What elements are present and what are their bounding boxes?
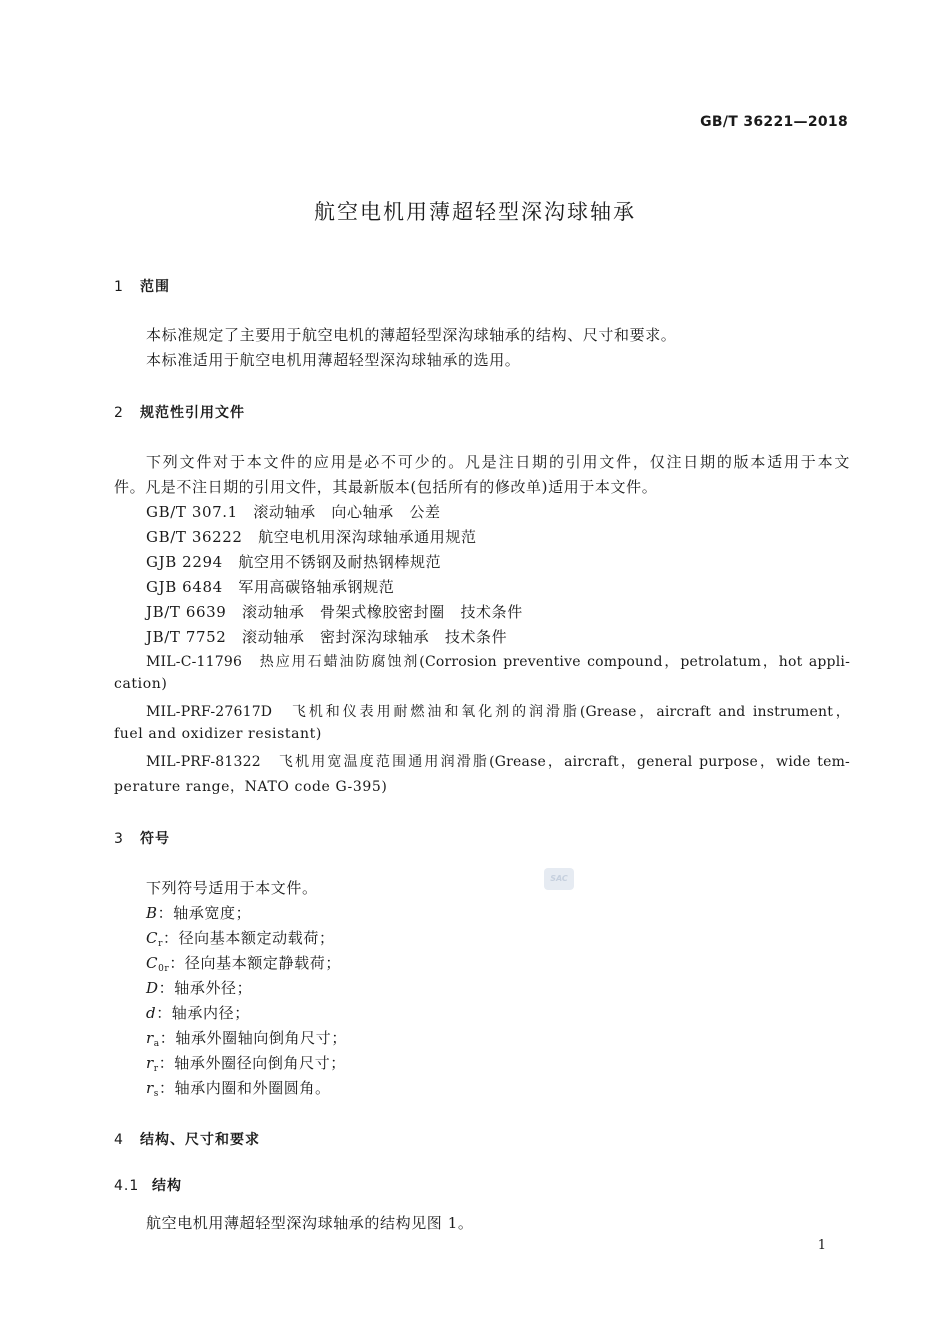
reference-item: JB/T 6639 滚动轴承 骨架式橡胶密封圈 技术条件	[146, 603, 523, 621]
symbol-description: ：径向基本额定动载荷；	[162, 929, 335, 947]
section-1-heading	[114, 276, 170, 296]
symbol-item	[146, 902, 251, 923]
reference-item: MIL-PRF-27617D 飞机和仪表用耐燃油和氧化剂的润滑脂(Grease，aircraft and instrument，	[146, 704, 850, 720]
symbol: C	[146, 929, 159, 947]
symbol: r	[146, 1079, 154, 1097]
section-title: 符号	[140, 831, 170, 847]
symbol-subscript: s	[153, 1089, 159, 1099]
section-number: 3	[114, 831, 124, 847]
symbol-item	[146, 1027, 347, 1049]
symbol-description: ：轴承内径；	[156, 1004, 250, 1022]
sac-watermark-logo: SAC	[544, 868, 574, 890]
symbol-item	[146, 952, 341, 974]
subsection-title: 结构	[152, 1178, 182, 1194]
paragraph: 航空电机用薄超轻型深沟球轴承的结构见图 1。	[146, 1214, 474, 1232]
section-number: 4	[114, 1132, 124, 1148]
reference-item: MIL-C-11796 热应用石蜡油防腐蚀剂(Corrosion preventive compound，petrolatum，hot appli-	[146, 654, 850, 670]
symbol-description: ：径向基本额定静载荷；	[169, 954, 341, 972]
symbol-item	[146, 1077, 331, 1099]
reference-item: JB/T 7752 滚动轴承 密封深沟球轴承 技术条件	[146, 628, 508, 646]
section-title: 范围	[140, 279, 170, 295]
symbol: D	[146, 979, 159, 997]
section-title: 结构、尺寸和要求	[140, 1132, 260, 1148]
symbol-description: ：轴承宽度；	[157, 904, 252, 922]
symbol-item	[146, 1002, 250, 1023]
section-number: 2	[114, 405, 124, 421]
document-code: GB/T 36221—2018	[700, 114, 848, 130]
symbol: r	[146, 1054, 154, 1072]
paragraph-line: 下列文件对于本文件的应用是必不可少的。凡是注日期的引用文件，仅注日期的版本适用于本文	[146, 453, 850, 471]
reference-item: GJB 2294 航空用不锈钢及耐热钢棒规范	[146, 553, 442, 571]
symbol-item	[146, 1052, 346, 1074]
reference-item: MIL-PRF-81322 飞机用宽温度范围通用润滑脂(Grease，aircraft，general purpose，wide tem-	[146, 754, 850, 770]
section-2-heading	[114, 402, 245, 422]
reference-item-continued: fuel and oxidizer resistant)	[114, 726, 322, 742]
symbol: C	[146, 954, 159, 972]
paragraph-line: 件。凡是不注日期的引用文件，其最新版本(包括所有的修改单)适用于本文件。	[114, 478, 658, 496]
paragraph: 本标准适用于航空电机用薄超轻型深沟球轴承的选用。	[146, 351, 521, 369]
page-number: 1	[817, 1238, 826, 1253]
symbol-subscript: 0r	[158, 964, 170, 974]
reference-item: GJB 6484 军用高碳铬轴承钢规范	[146, 578, 395, 596]
symbol-item	[146, 927, 335, 949]
symbol: d	[146, 1004, 157, 1022]
reference-item: GB/T 307.1 滚动轴承 向心轴承 公差	[146, 503, 441, 521]
symbol-subscript: r	[153, 1064, 159, 1074]
section-number: 1	[114, 279, 124, 295]
section-4-heading	[114, 1129, 260, 1149]
paragraph: 本标准规定了主要用于航空电机的薄超轻型深沟球轴承的结构、尺寸和要求。	[146, 326, 677, 344]
symbol: r	[146, 1029, 154, 1047]
symbol-description: ：轴承内圈和外圈圆角。	[159, 1079, 331, 1097]
symbol-description: ：轴承外圈轴向倒角尺寸；	[159, 1029, 347, 1047]
symbol-subscript: r	[158, 939, 163, 949]
paragraph: 下列符号适用于本文件。	[146, 879, 318, 897]
reference-item-continued: cation)	[114, 676, 168, 692]
subsection-number: 4.1	[114, 1178, 140, 1194]
reference-item-continued: perature range，NATO code G-395)	[114, 779, 388, 795]
symbol-description: ：轴承外径；	[158, 979, 253, 997]
symbol-item	[146, 977, 252, 998]
reference-item: GB/T 36222 航空电机用深沟球轴承通用规范	[146, 528, 477, 546]
section-3-heading	[114, 828, 170, 848]
section-title: 规范性引用文件	[140, 405, 245, 421]
symbol: B	[146, 904, 158, 922]
symbol-subscript: a	[153, 1039, 160, 1049]
subsection-4-1-heading	[114, 1175, 182, 1195]
document-title: 航空电机用薄超轻型深沟球轴承	[314, 200, 636, 224]
symbol-description: ：轴承外圈径向倒角尺寸；	[158, 1054, 346, 1072]
